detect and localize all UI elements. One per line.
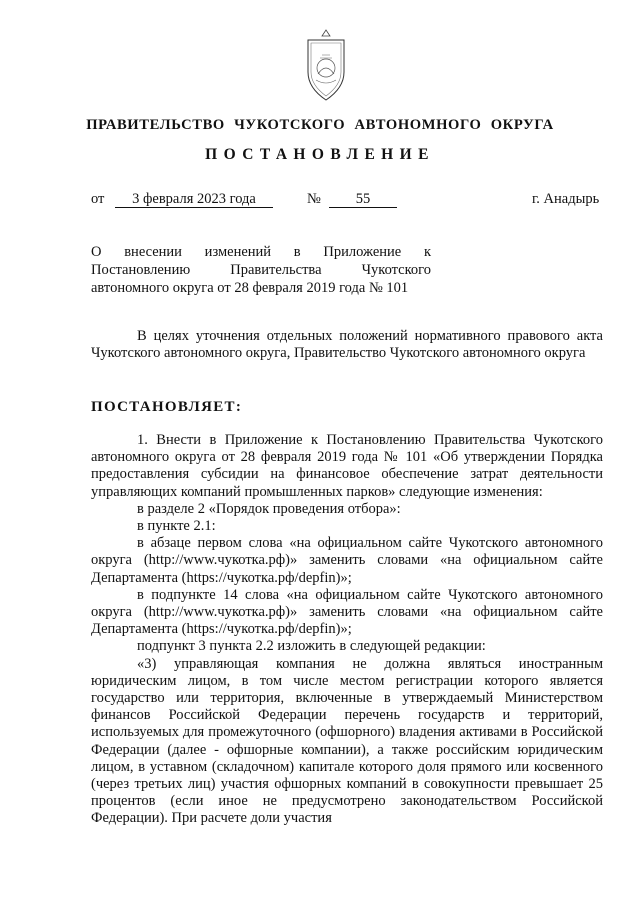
coat-of-arms-emblem (302, 28, 350, 104)
body-paragraph: в разделе 2 «Порядок проведения отбора»: (137, 500, 401, 517)
document-subject (91, 243, 431, 297)
document-body (91, 432, 603, 828)
body-paragraph: в пункте 2.1: (137, 518, 216, 535)
number-prefix: № (307, 191, 321, 207)
government-title: ПРАВИТЕЛЬСТВО ЧУКОТСКОГО АВТОНОМНОГО ОКРУГА (86, 117, 554, 133)
document-date: 3 февраля 2023 года (115, 191, 273, 208)
resolve-heading: ПОСТАНОВЛЯЕТ: (91, 399, 243, 415)
subject-line: Постановлению Правительства Чукотского (91, 262, 431, 278)
document-number: 55 (329, 191, 397, 208)
intro-paragraph (91, 328, 603, 362)
body-paragraph: подпункт 3 пункта 2.2 изложить в следующей редакции: (137, 638, 486, 655)
subject-line: О внесении изменений в Приложение к (91, 244, 431, 260)
body-paragraph: в абзаце первом слова «на официальном сайте Чукотского автономного округа (http://www.чукотка.рф)» заменить словами «на официальном сайте Департамента (https://чукотка.рф/depfin)»; (91, 535, 603, 586)
date-prefix: от (91, 191, 105, 207)
intro-text: В целях уточнения отдельных положений нормативного правового акта Чукотского автономного округа, Правительство Чукотского автономного округа (91, 328, 603, 362)
document-type-title: ПОСТАНОВЛЕНИЕ (205, 146, 435, 163)
document-city: г. Анадырь (532, 191, 600, 207)
body-paragraph: «3) управляющая компания не должна являться иностранным юридическим лицом, в том числе местом регистрации которого является государство или территория, включенные в утверждаемый Министерством финансов Российской Федерации перечень государств и территорий, используемых для промежуточного (офшорного) владения активами в Российской Федерации (далее - офшорные компании), а также российским юридическим лицом, в уставном (складочном) капитале которого доля прямого или косвенного (через третьих лиц) участия офшорных компаний в совокупности превышает 25 процентов (если иное не предусмотрено законодательством Российской Федерации). При расчете доли участия (91, 655, 603, 827)
subject-line: автономного округа от 28 февраля 2019 года № 101 (91, 280, 409, 296)
body-paragraph: 1. Внести в Приложение к Постановлению Правительства Чукотского автономного округа от 28 февраля 2019 года № 101 «Об утверждении Порядка предоставления субсидии на финансовое обеспечение затрат деятельности управляющих компаний промышленных парков» следующие изменения: (91, 432, 603, 500)
body-paragraph: в подпункте 14 слова «на официальном сайте Чукотского автономного округа (http://www.чукотка.рф)» заменить словами «на официальном сайте Департамента (https://чукотка.рф/depfin)»; (91, 586, 603, 638)
